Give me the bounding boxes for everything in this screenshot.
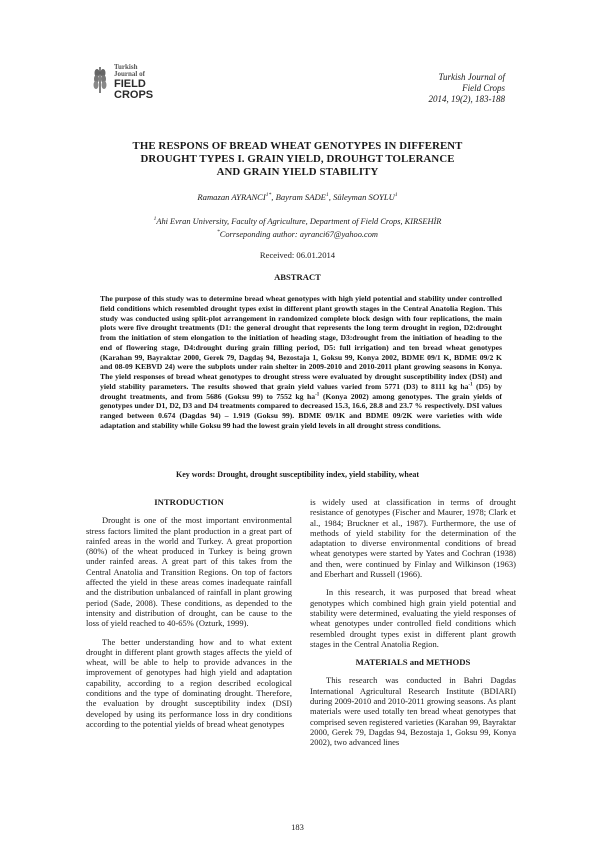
corresponding-mark: * — [217, 228, 220, 235]
affiliation-text: Ahi Evran University, Faculty of Agriculture, Department of Field Crops, KIRSEHİR — [156, 216, 442, 226]
affiliation-mark: 1 — [153, 216, 157, 222]
logo-text-journal: Journal of — [114, 70, 145, 78]
intro-paragraph-2: The better understanding how and to what extent drought in different plant growth stages affects the yield of wheat, will be able to help to provide advances in the improvement of genotypes had high yield and adaptation capability, according to a region described ecological conditions and the type of dominating drought. Therefore, the evaluation by drought susceptibility index (DSI) developed by using its performance loss in dry conditions according to the potential yields of bread wheat genotypes — [86, 636, 292, 729]
journal-logo — [90, 63, 170, 105]
page-number: 183 — [291, 822, 304, 832]
journal-name-2: Field Crops — [462, 83, 505, 93]
author-list — [100, 192, 495, 202]
abstract-text-1: The purpose of this study was to determine bread wheat genotypes with high yield potential and stability under controlled field conditions which resembled drought types exist in different plant growth stages in the Central Anatolia Region. This study was conducted using split-plot arrangement in randomized complete block design with four replications, the main plots were five drought treatments (D1: the general drought that represents the long term drought in region, D2:drought from the initiation of stem elongation to the initiation of heading stage, D3:drought from the initiation of heading to the end of flowering stage, D4:drought during grain filling period, D5: full irrigation) and ten bread wheat genotypes (Karahan 99, Bayraktar 2000, Gerek 79, Dagdaş 94, Bezostaja 1, Goksu 99, Konya 2002, BDME 09/1 K, BDME 09/2 K and 08-09 KEBVD 24) were the subplots under rain shelter in 2009-2010 and 2010-2011 plant growing seasons in Konya. The yield responses of bread wheat genotypes to drought stress were evaluated by drought susceptibility index (DSI) and yield stability parameters. The results showed that grain yield values varied from 5771 (D3) to 8111 kg ha — [100, 294, 502, 391]
journal-name: Turkish Journal of — [438, 72, 505, 82]
intro-paragraph-4: In this research, it was purposed that bread wheat genotypes which combined high grain yield potential and stability were determined, evaluating the yield responses of wheat genotypes under controlled field conditions which resembled drought types exist in different plant growth stages in the Central Anatolia Region. — [310, 587, 516, 649]
abstract-text-2: (D5) by drought treatments, and from 5686 (Goksu 99) to 7552 kg ha — [100, 381, 502, 401]
author-1: Ramazan AYRANCI — [197, 192, 266, 202]
unit-exponent: -1 — [315, 391, 320, 397]
intro-paragraph-1: Drought is one of the most important environmental stress factors limited the plant production in a great part of rainfed areas in the world and Turkey. A great proportion (80%) of the wheat produced in Turkey is being grown under rainfed areas. A great part of this takes from the Central Anatolia and Transition Regions. On top of factors affected the yield in these areas comes inadequate rainfall and the distribution unbalanced of rainfall in plant growing period (Sade, 2008). These conditions, as depended to the intensity and distribution of drought, can be cause to the loss of yield reached to 40-65% (Ozturk, 1999). — [86, 515, 292, 629]
methods-paragraph-1: This research was conducted in Bahri Dagdas International Agricultural Research Institute (BDIARI) during 2009-2010 and 2010-2011 growing seasons. As plant materials were used totally ten bread wheat genotypes that comprised seven registered varieties (Karahan 99, Bayraktar 2000, Gerek 79, Dagdas 94, Bezostaja 1, Goksu 99, Konya 2002), two advanced lines — [310, 675, 516, 748]
right-column — [310, 497, 516, 756]
author-separator: , — [328, 192, 333, 202]
journal-volume: 2014, 19(2), 183-188 — [428, 94, 505, 104]
title-line-3: AND GRAIN YIELD STABILITY — [216, 166, 379, 178]
abstract-heading: ABSTRACT — [274, 272, 321, 282]
title-line-2: DROUGHT TYPES I. GRAIN YIELD, DROUHGT TOLERANCE — [140, 153, 455, 165]
paper-title — [100, 140, 495, 179]
author-1-mark: 1* — [265, 192, 272, 199]
logo-text-crops: CROPS — [114, 89, 154, 101]
title-line-1: THE RESPONS OF BREAD WHEAT GENOTYPES IN DIFFERENT — [132, 140, 463, 152]
author-2-mark: 1 — [325, 192, 329, 199]
intro-paragraph-3: is widely used at classification in terms of drought resistance of genotypes (Fischer and Maurer, 1978; Clark et al., 1984; Bruckner et al., 1987). Furthermore, the use of methods of yield stability for the determination of the adaptation to diverse environmental conditions of bread wheat genotypes were started by Yates and Cochran (1938) and then, were continued by Finlay and Wilkinson (1963) and Eberhart and Russell (1966). — [310, 497, 516, 580]
unit-exponent: -1 — [468, 382, 473, 388]
left-column — [86, 497, 292, 737]
abstract-body — [100, 294, 502, 431]
introduction-heading: INTRODUCTION — [154, 497, 224, 507]
abstract-text-3: (Konya 2002) among genotypes. The grain yields of genotypes under D1, D2, D3 and D4 treatments compared to decreased 15.3, 16.6, 28.8 and 23.7 % respectively. DSI values ranged between 0.674 (Dagdas 94) – 1.919 (Goksu 99). BDME 09/1K and BDME 09/2K were varieties with wide adaptation and stability while Goksu 99 had the lowest grain yield levels in all drought stress conditions. — [100, 391, 502, 430]
corresponding-author: Corrseponding author: ayranci67@yahoo.com — [219, 229, 378, 239]
author-2: Bayram SADE — [275, 192, 326, 202]
author-separator: , — [271, 192, 276, 202]
wheat-emblem-icon — [90, 65, 110, 95]
author-3: Süleyman SOYLU — [332, 192, 395, 202]
author-3-mark: 1 — [394, 192, 398, 199]
logo-text-turkish: Turkish — [114, 63, 138, 71]
received-date: Received: 06.01.2014 — [259, 250, 336, 260]
keywords: Key words: Drought, drought susceptibility index, yield stability, wheat — [175, 470, 420, 479]
journal-citation — [355, 72, 505, 105]
logo-text-field: FIELD — [114, 78, 146, 90]
affiliation — [100, 214, 495, 240]
methods-heading: MATERIALS and METHODS — [355, 657, 471, 668]
